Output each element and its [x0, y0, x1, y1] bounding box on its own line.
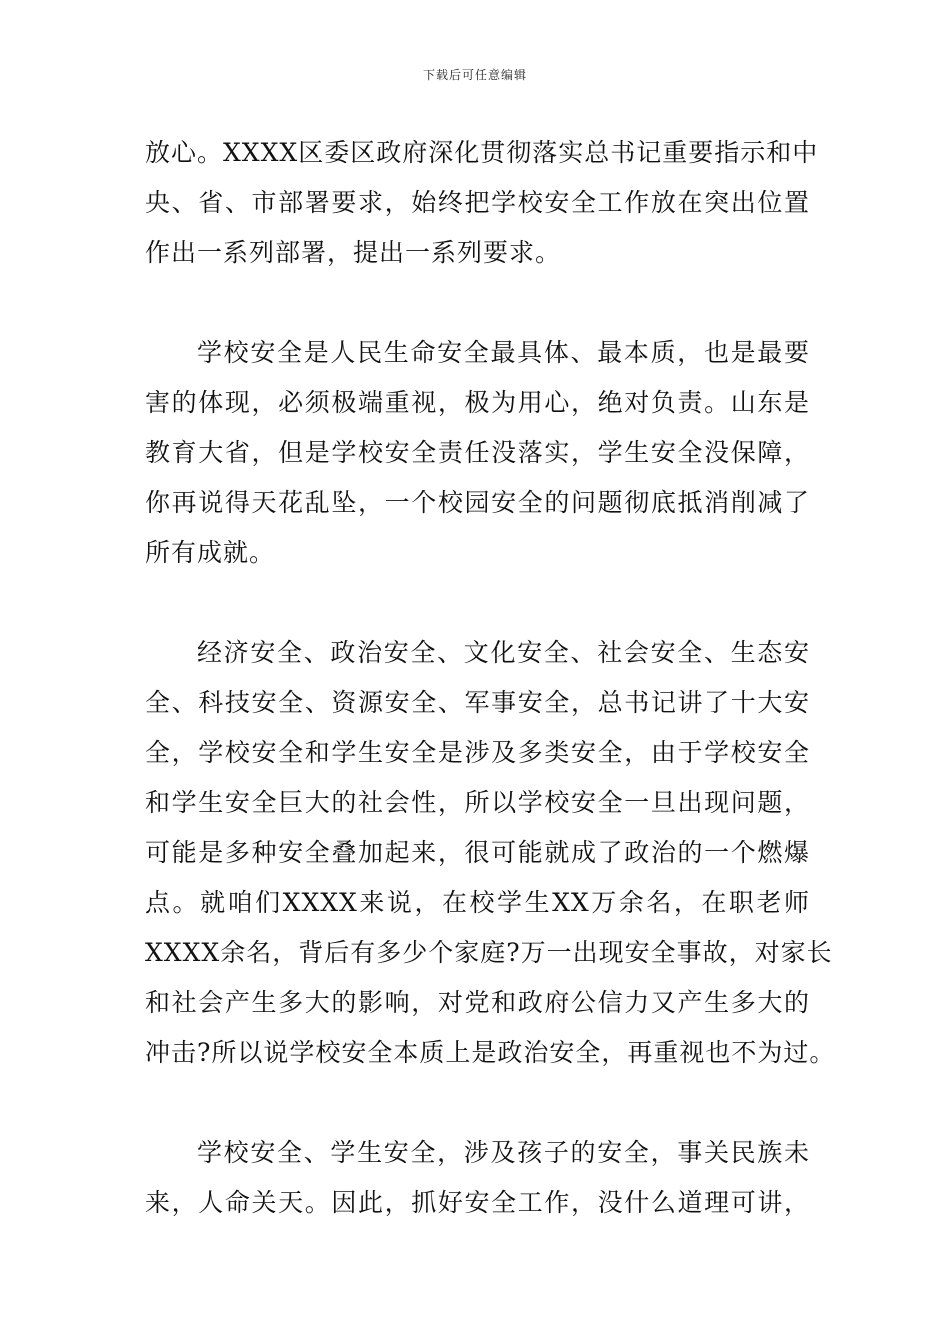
text-line: XXXX余名，背后有多少个家庭?万一出现安全事故，对家长 [145, 938, 833, 967]
text-line: 所有成就。 [145, 538, 276, 567]
paragraph-1 [145, 128, 819, 278]
text-line: 放心。XXXX区委区政府深化贯彻落实总书记重要指示和中 [145, 138, 819, 167]
text-line: 和学生安全巨大的社会性，所以学校安全一旦出现问题， [145, 788, 810, 817]
text-line: 教育大省，但是学校安全责任没落实，学生安全没保障， [145, 438, 810, 467]
paragraph-4 [145, 1128, 810, 1228]
text-line: 全，学校安全和学生安全是涉及多类安全，由于学校安全 [145, 738, 810, 767]
text-line: 可能是多种安全叠加起来，很可能就成了政治的一个燃爆 [145, 838, 810, 867]
page-header-note: 下载后可任意编辑 [422, 68, 527, 82]
text-line: 学校安全是人民生命安全最具体、最本质，也是最要 [197, 338, 810, 367]
paragraph-3 [145, 628, 836, 1078]
paragraph-2 [145, 328, 810, 578]
text-line: 全、科技安全、资源安全、军事安全，总书记讲了十大安 [145, 688, 810, 717]
text-line: 学校安全、学生安全，涉及孩子的安全，事关民族未 [197, 1138, 810, 1167]
text-line: 和社会产生多大的影响，对党和政府公信力又产生多大的 [145, 988, 810, 1017]
text-line: 经济安全、政治安全、文化安全、社会安全、生态安 [197, 638, 810, 667]
text-line: 来，人命关天。因此，抓好安全工作，没什么道理可讲， [145, 1188, 810, 1217]
text-line: 你再说得天花乱坠，一个校园安全的问题彻底抵消削减了 [145, 488, 810, 517]
text-line: 冲击?所以说学校安全本质上是政治安全，再重视也不为过。 [145, 1038, 836, 1067]
text-line: 央、省、市部署要求，始终把学校安全工作放在突出位置 [145, 188, 810, 217]
text-line: 点。就咱们XXXX来说，在校学生XX万余名，在职老师 [145, 888, 810, 917]
document-body [145, 128, 836, 1228]
text-line: 作出一系列部署，提出一系列要求。 [145, 238, 562, 267]
text-line: 害的体现，必须极端重视，极为用心，绝对负责。山东是 [145, 388, 810, 417]
